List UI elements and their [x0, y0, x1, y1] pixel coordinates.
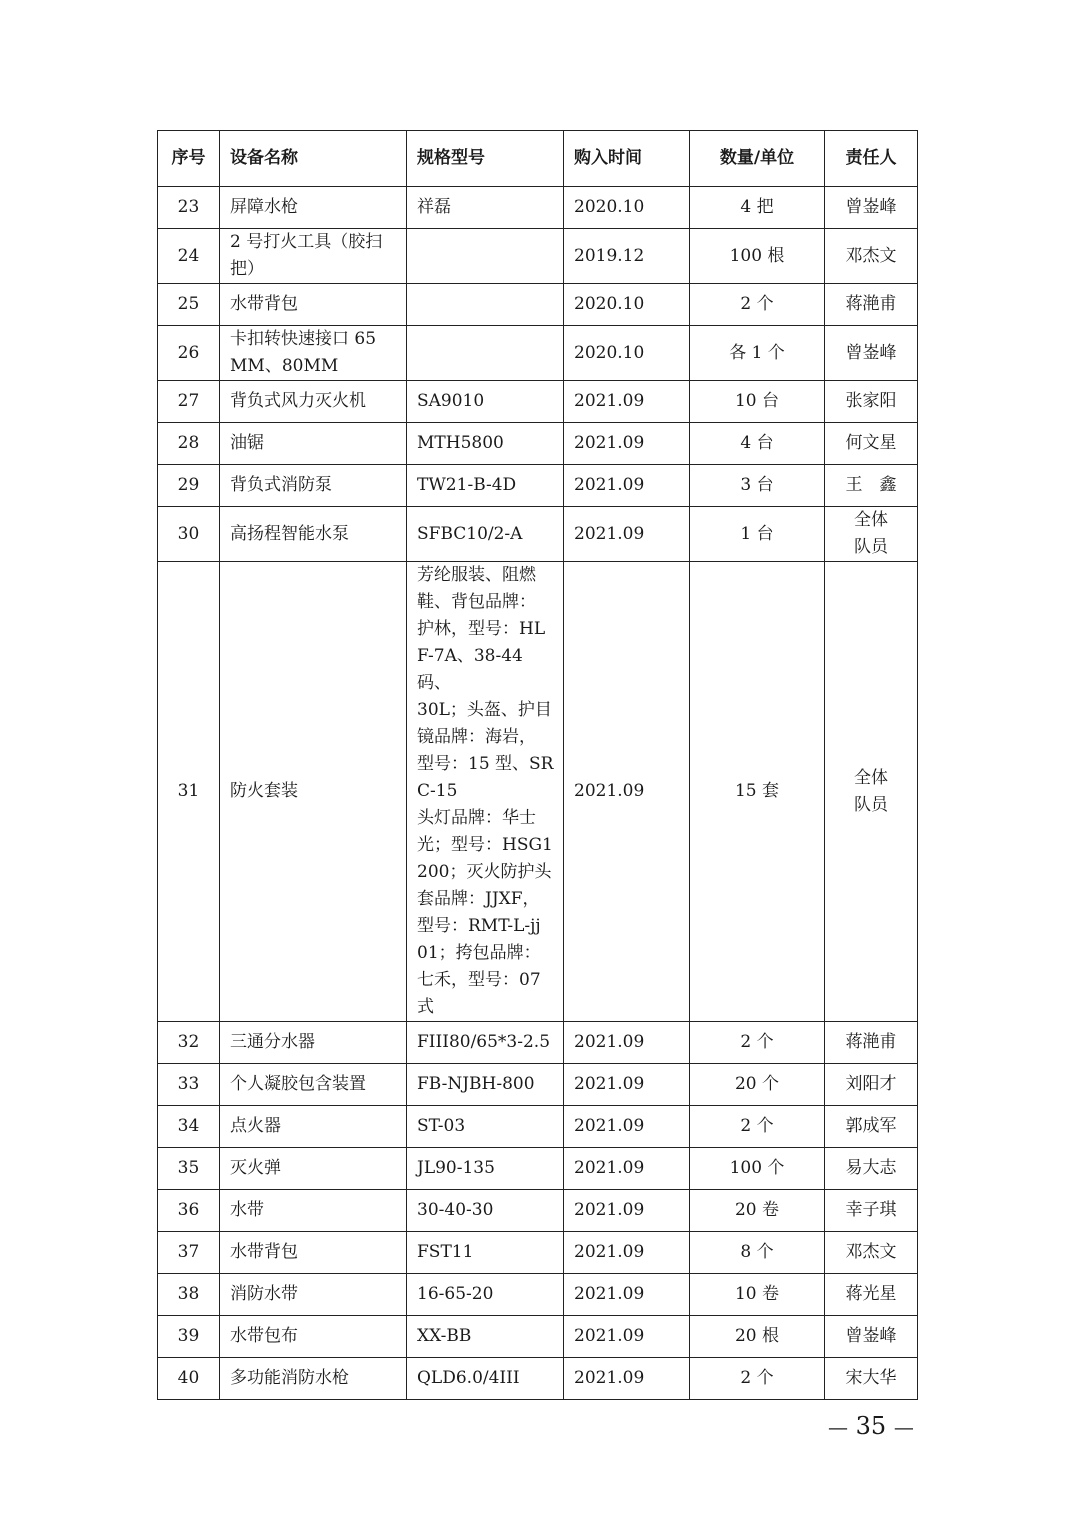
cell-equipment-name: 背负式风力灭火机 [220, 381, 407, 423]
table-row [158, 465, 918, 507]
cell-quantity-unit: 4 把 [690, 187, 825, 229]
cell-serial-no: 33 [158, 1064, 220, 1106]
header-responsible-person: 责任人 [825, 131, 918, 187]
cell-purchase-date: 2021.09 [564, 1232, 690, 1274]
table-row [158, 423, 918, 465]
header-spec-model: 规格型号 [407, 131, 564, 187]
table-row [158, 381, 918, 423]
cell-serial-no: 40 [158, 1358, 220, 1400]
cell-quantity-unit: 10 卷 [690, 1274, 825, 1316]
cell-quantity-unit: 100 根 [690, 229, 825, 284]
cell-spec-model: 芳纶服装、阻燃 鞋、背包品牌： 护林，型号：HL F-7A、38-44 码、 30L；头盔、护目 镜品牌：海岩， 型号：15 型、SR C-15 头灯品牌：华士 光；型号：HSG1 200；灭火防护头 套品牌：JJXF， 型号：RMT-L-jj 01；挎包品牌： 七禾，型号：07 式 [407, 562, 564, 1022]
cell-responsible-person: 幸子琪 [825, 1190, 918, 1232]
cell-quantity-unit: 各 1 个 [690, 326, 825, 381]
cell-purchase-date: 2021.09 [564, 1106, 690, 1148]
cell-serial-no: 31 [158, 562, 220, 1022]
cell-serial-no: 32 [158, 1022, 220, 1064]
cell-spec-model [407, 229, 564, 284]
cell-equipment-name: 2 号打火工具（胶扫 把） [220, 229, 407, 284]
cell-spec-model: QLD6.0/4III [407, 1358, 564, 1400]
cell-responsible-person: 何文星 [825, 423, 918, 465]
cell-responsible-person: 曾崟峰 [825, 1316, 918, 1358]
cell-serial-no: 26 [158, 326, 220, 381]
cell-purchase-date: 2021.09 [564, 1064, 690, 1106]
cell-responsible-person: 郭成军 [825, 1106, 918, 1148]
header-serial-no: 序号 [158, 131, 220, 187]
cell-responsible-person: 邓杰文 [825, 1232, 918, 1274]
cell-spec-model: SFBC10/2-A [407, 507, 564, 562]
cell-serial-no: 23 [158, 187, 220, 229]
cell-quantity-unit: 4 台 [690, 423, 825, 465]
cell-equipment-name: 点火器 [220, 1106, 407, 1148]
header-equipment-name: 设备名称 [220, 131, 407, 187]
cell-responsible-person: 王 鑫 [825, 465, 918, 507]
cell-quantity-unit: 20 个 [690, 1064, 825, 1106]
header-purchase-date: 购入时间 [564, 131, 690, 187]
cell-serial-no: 38 [158, 1274, 220, 1316]
cell-responsible-person: 曾崟峰 [825, 326, 918, 381]
cell-quantity-unit: 10 台 [690, 381, 825, 423]
cell-equipment-name: 背负式消防泵 [220, 465, 407, 507]
cell-spec-model: 祥磊 [407, 187, 564, 229]
cell-serial-no: 37 [158, 1232, 220, 1274]
cell-purchase-date: 2021.09 [564, 507, 690, 562]
cell-spec-model: 16-65-20 [407, 1274, 564, 1316]
cell-serial-no: 35 [158, 1148, 220, 1190]
table-row [158, 1316, 918, 1358]
page-number: 35 [855, 1412, 887, 1440]
cell-purchase-date: 2019.12 [564, 229, 690, 284]
cell-equipment-name: 油锯 [220, 423, 407, 465]
cell-spec-model: FB-NJBH-800 [407, 1064, 564, 1106]
cell-quantity-unit: 8 个 [690, 1232, 825, 1274]
cell-serial-no: 30 [158, 507, 220, 562]
cell-quantity-unit: 20 卷 [690, 1190, 825, 1232]
cell-quantity-unit: 1 台 [690, 507, 825, 562]
table-row [158, 1232, 918, 1274]
cell-equipment-name: 屏障水枪 [220, 187, 407, 229]
cell-spec-model: SA9010 [407, 381, 564, 423]
cell-responsible-person: 邓杰文 [825, 229, 918, 284]
table-row [158, 507, 918, 562]
cell-purchase-date: 2021.09 [564, 1022, 690, 1064]
table-row [158, 1358, 918, 1400]
table-row [158, 1106, 918, 1148]
cell-equipment-name: 水带背包 [220, 284, 407, 326]
cell-spec-model [407, 284, 564, 326]
cell-quantity-unit: 100 个 [690, 1148, 825, 1190]
cell-purchase-date: 2020.10 [564, 326, 690, 381]
cell-purchase-date: 2021.09 [564, 423, 690, 465]
cell-responsible-person: 蒋光星 [825, 1274, 918, 1316]
cell-spec-model: XX-BB [407, 1316, 564, 1358]
cell-responsible-person: 曾崟峰 [825, 187, 918, 229]
cell-responsible-person: 全体 队员 [825, 507, 918, 562]
table-row [158, 326, 918, 381]
cell-quantity-unit: 2 个 [690, 1106, 825, 1148]
cell-serial-no: 36 [158, 1190, 220, 1232]
cell-spec-model [407, 326, 564, 381]
cell-purchase-date: 2021.09 [564, 1190, 690, 1232]
cell-serial-no: 34 [158, 1106, 220, 1148]
cell-responsible-person: 蒋滟甫 [825, 1022, 918, 1064]
footer-dash-left: — [828, 1415, 848, 1439]
cell-equipment-name: 高扬程智能水泵 [220, 507, 407, 562]
cell-quantity-unit: 3 台 [690, 465, 825, 507]
footer-dash-right: — [893, 1415, 914, 1439]
table-row [158, 562, 918, 1022]
cell-equipment-name: 水带包布 [220, 1316, 407, 1358]
cell-responsible-person: 刘阳才 [825, 1064, 918, 1106]
cell-responsible-person: 宋大华 [825, 1358, 918, 1400]
cell-equipment-name: 消防水带 [220, 1274, 407, 1316]
cell-equipment-name: 灭火弹 [220, 1148, 407, 1190]
cell-purchase-date: 2020.10 [564, 187, 690, 229]
table-row [158, 1064, 918, 1106]
cell-equipment-name: 水带背包 [220, 1232, 407, 1274]
cell-equipment-name: 多功能消防水枪 [220, 1358, 407, 1400]
equipment-table [157, 130, 918, 1400]
cell-quantity-unit: 2 个 [690, 1022, 825, 1064]
cell-spec-model: TW21-B-4D [407, 465, 564, 507]
cell-serial-no: 39 [158, 1316, 220, 1358]
cell-equipment-name: 卡扣转快速接口 65 MM、80MM [220, 326, 407, 381]
cell-purchase-date: 2021.09 [564, 1358, 690, 1400]
cell-spec-model: 30-40-30 [407, 1190, 564, 1232]
cell-purchase-date: 2021.09 [564, 1274, 690, 1316]
table-header-row [158, 131, 918, 187]
cell-quantity-unit: 2 个 [690, 1358, 825, 1400]
cell-purchase-date: 2021.09 [564, 381, 690, 423]
cell-responsible-person: 蒋滟甫 [825, 284, 918, 326]
cell-serial-no: 24 [158, 229, 220, 284]
cell-responsible-person: 张家阳 [825, 381, 918, 423]
table-row [158, 187, 918, 229]
cell-equipment-name: 三通分水器 [220, 1022, 407, 1064]
cell-responsible-person: 易大志 [825, 1148, 918, 1190]
cell-quantity-unit: 2 个 [690, 284, 825, 326]
table-row [158, 1148, 918, 1190]
table-row [158, 284, 918, 326]
cell-serial-no: 25 [158, 284, 220, 326]
header-quantity-unit: 数量/单位 [690, 131, 825, 187]
cell-purchase-date: 2021.09 [564, 1148, 690, 1190]
table-body [158, 187, 918, 1400]
cell-quantity-unit: 20 根 [690, 1316, 825, 1358]
cell-spec-model: FST11 [407, 1232, 564, 1274]
cell-equipment-name: 防火套装 [220, 562, 407, 1022]
cell-purchase-date: 2021.09 [564, 1316, 690, 1358]
table-row [158, 1190, 918, 1232]
cell-spec-model: FIII80/65*3-2.5 [407, 1022, 564, 1064]
page-number-footer [828, 1412, 914, 1440]
cell-spec-model: JL90-135 [407, 1148, 564, 1190]
cell-serial-no: 28 [158, 423, 220, 465]
cell-serial-no: 29 [158, 465, 220, 507]
cell-purchase-date: 2020.10 [564, 284, 690, 326]
table-row [158, 1274, 918, 1316]
cell-equipment-name: 水带 [220, 1190, 407, 1232]
cell-spec-model: MTH5800 [407, 423, 564, 465]
table-row [158, 229, 918, 284]
cell-spec-model: ST-03 [407, 1106, 564, 1148]
table-row [158, 1022, 918, 1064]
cell-responsible-person: 全体 队员 [825, 562, 918, 1022]
cell-purchase-date: 2021.09 [564, 562, 690, 1022]
cell-quantity-unit: 15 套 [690, 562, 825, 1022]
cell-purchase-date: 2021.09 [564, 465, 690, 507]
cell-serial-no: 27 [158, 381, 220, 423]
cell-equipment-name: 个人凝胶包含装置 [220, 1064, 407, 1106]
